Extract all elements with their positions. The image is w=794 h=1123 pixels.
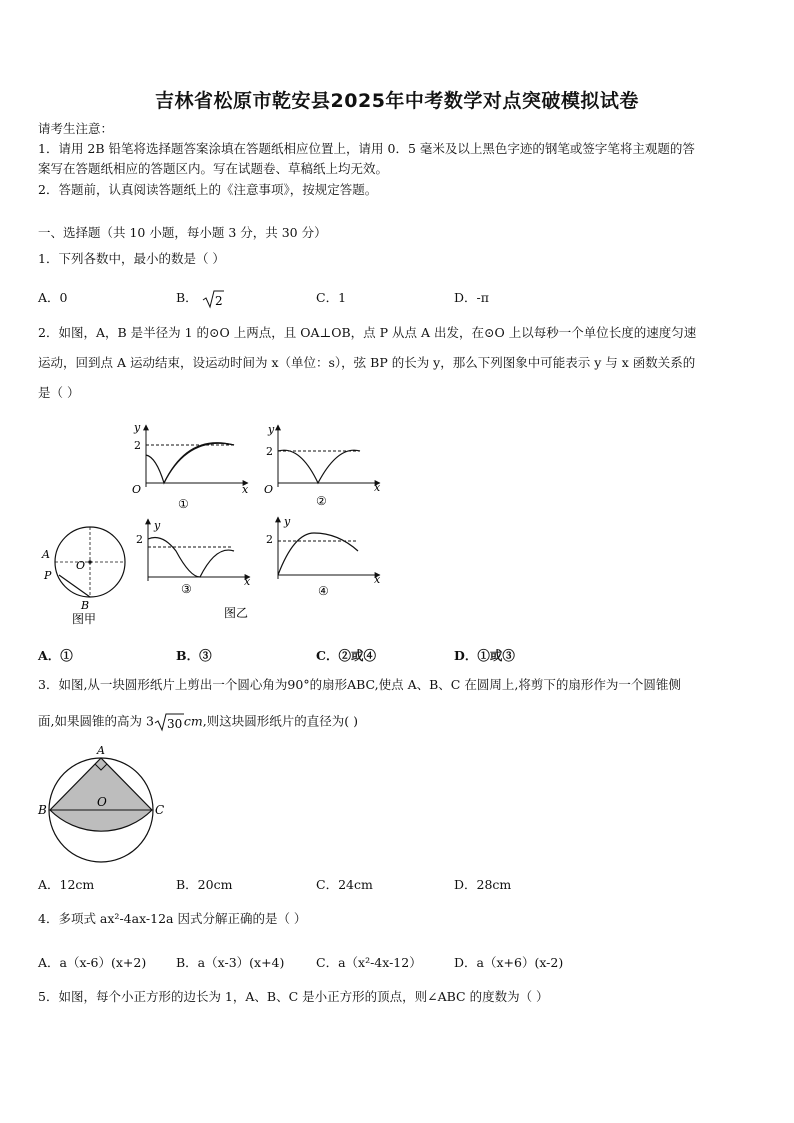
g1-x-label: x [242, 483, 249, 496]
section-heading: 一、选择题（共 10 小题，每小题 3 分，共 30 分） [38, 225, 327, 240]
fig-jia-caption: 图甲 [72, 612, 97, 626]
g2-y-label: y [268, 423, 275, 436]
q3-label-O: O [97, 795, 107, 809]
q3-line-2 [38, 712, 358, 732]
notice-line-2: 2．答题前，认真阅读答题纸上的《注意事项》，按规定答题。 [38, 182, 378, 197]
g2-caption: ② [316, 494, 327, 508]
q3-label-B: B [38, 803, 47, 817]
q1-option-b-label: B． [176, 290, 198, 305]
q5-stem: 5．如图，每个小正方形的边长为 1，A、B、C 是小正方形的顶点，则∠ABC 的度数为（ ） [38, 989, 549, 1004]
q2-option-a: A．① [38, 648, 73, 663]
g2-x-label: x [374, 481, 381, 494]
sqrt-sign [202, 289, 224, 309]
q2-option-d: D．①或③ [454, 648, 515, 663]
circle-figure [41, 527, 125, 626]
q2-line-2: 运动，回到点 A 运动结束，设运动时间为 x（单位：s），弦 BP 的长为 y，那么下列图象中可能表示 y 与 x 函数关系的 [38, 355, 696, 370]
q4-option-a: A．a（x-6）(x+2) [38, 955, 147, 970]
q1-option-a: A．0 [38, 290, 68, 305]
q3-option-a: A．12cm [38, 877, 95, 892]
q3-line-1: 3．如图,从一块圆形纸片上剪出一个圆心角为90°的扇形ABC,使点 A、B、C 在圆周上,将剪下的扇形作为一个圆锥侧 [38, 677, 681, 692]
g1-two-label: 2 [134, 439, 141, 452]
graph-4 [266, 515, 381, 598]
g4-two-label: 2 [266, 533, 273, 546]
g3-y-label: y [154, 519, 161, 532]
label-O: O [76, 559, 86, 572]
graph-2 [264, 423, 381, 508]
q4-option-d: D．a（x+6）(x-2) [454, 955, 564, 970]
q1-option-d: D．-π [454, 290, 489, 305]
q3-unit: cm [183, 713, 203, 729]
g2-origin-label: O [264, 483, 274, 496]
q2-option-c: C．②或④ [316, 648, 376, 663]
q2-figure [38, 415, 398, 630]
g4-y-label: y [284, 515, 291, 528]
sqrt-sign [154, 712, 184, 732]
g2-two-label: 2 [266, 445, 273, 458]
q1-option-c: C．1 [316, 290, 347, 305]
g3-caption: ③ [181, 582, 192, 596]
notice-line-1a: 1．请用 2B 铅笔将选择题答案涂填在答题纸相应位置上，请用 0．5 毫米及以上黑色字迹的钢笔或签字笔将主观题的答 [38, 141, 695, 156]
q2-line-1: 2．如图，A，B 是半径为 1 的⊙O 上两点，且 OA⊥OB，点 P 从点 A 出发，在⊙O 上以每秒一个单位长度的速度匀速 [38, 325, 697, 340]
g4-caption: ④ [318, 584, 329, 598]
notice-line-1b: 案写在答题纸相应的答题区内。写在试题卷、草稿纸上均无效。 [38, 161, 389, 176]
q4-stem: 4．多项式 ax²-4ax-12a 因式分解正确的是（ ） [38, 911, 307, 926]
q1-sqrt-arg: 2 [214, 293, 223, 308]
g1-origin-label: O [132, 483, 142, 496]
q3-option-b: B．20cm [176, 877, 233, 892]
q2-option-b: B．③ [176, 648, 212, 663]
q3-line-2b: ,则这块圆形纸片的直径为( ) [202, 713, 358, 729]
label-A: A [42, 548, 50, 561]
q1-option-b [176, 288, 224, 309]
q3-line-2a: 面,如果圆锥的高为 3 [38, 713, 154, 729]
q3-label-A: A [97, 744, 105, 757]
g1-y-label: y [134, 421, 141, 434]
q1-stem: 1．下列各数中，最小的数是（ ） [38, 251, 225, 266]
q4-option-c: C．a（x²-4x-12） [316, 955, 422, 970]
fig-yi-caption: 图乙 [224, 606, 249, 620]
page-title: 吉林省松原市乾安县2025年中考数学对点突破模拟试卷 [155, 90, 639, 112]
graph-3 [136, 519, 251, 620]
q4-option-b: B．a（x-3）(x+4) [176, 955, 285, 970]
g3-two-label: 2 [136, 533, 143, 546]
q3-sqrt-arg: 30 [166, 717, 183, 731]
g3-x-label: x [244, 575, 251, 588]
q3-label-C: C [155, 803, 165, 817]
q3-option-d: D．28cm [454, 877, 512, 892]
q3-figure [36, 744, 170, 866]
q2-line-3: 是（ ） [38, 385, 80, 400]
label-B: B [81, 599, 90, 612]
g4-x-label: x [374, 573, 381, 586]
graph-1 [132, 421, 249, 511]
notice-heading: 请考生注意： [38, 121, 114, 136]
g1-caption: ① [178, 497, 189, 511]
label-P: P [44, 569, 52, 582]
q3-option-c: C．24cm [316, 877, 373, 892]
